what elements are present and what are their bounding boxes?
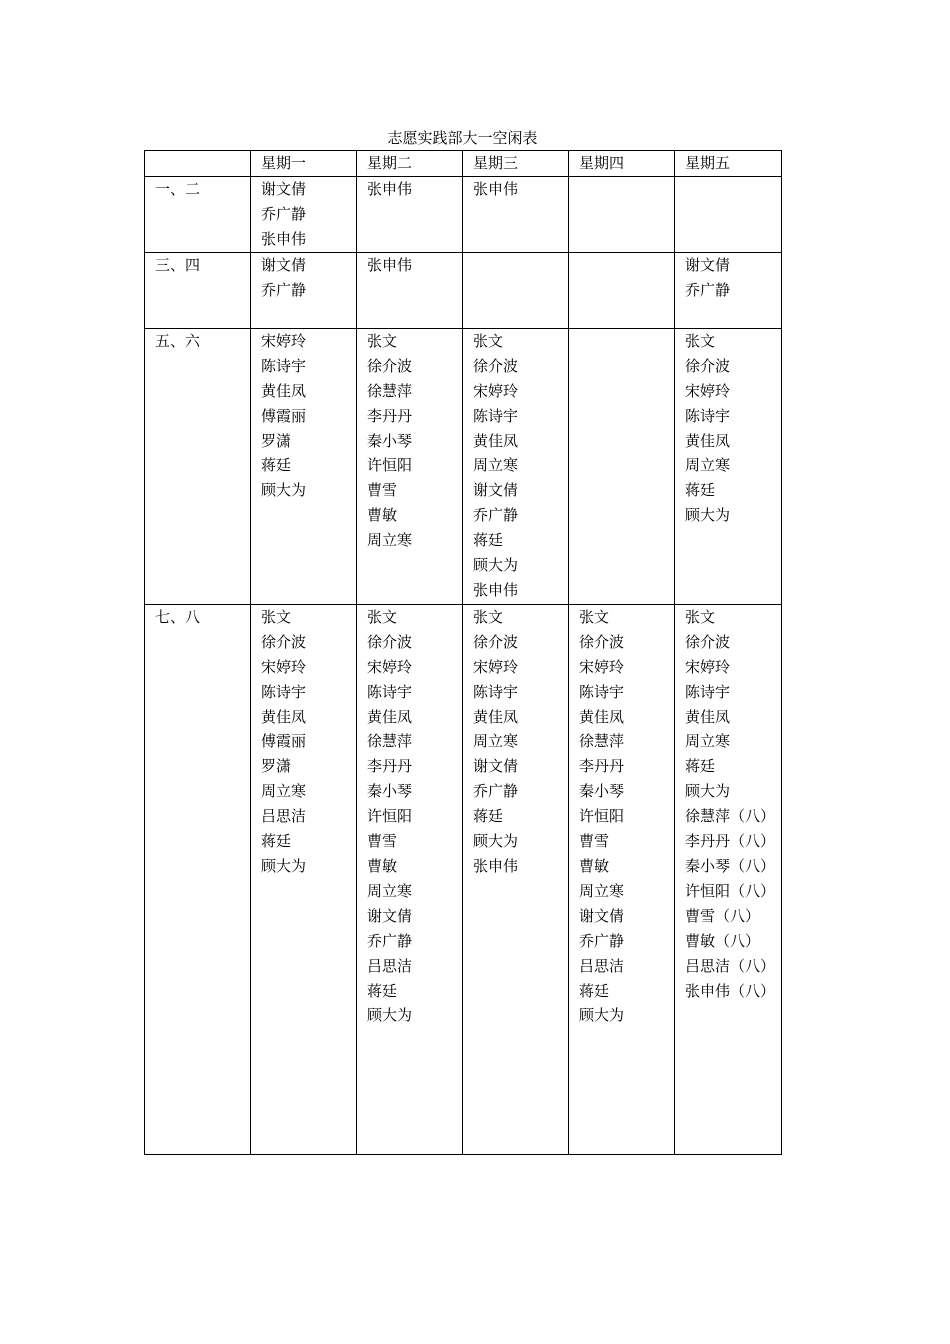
member-name: 蒋廷 [473,807,504,826]
member-name: 周立寒 [685,456,731,475]
schedule-table [144,150,782,1155]
header-cell-thursday: 星期四 [569,151,675,177]
member-name: 宋婷玲 [685,657,731,676]
member-name: 黄佳凤 [261,381,307,400]
member-name: 秦小琴 [367,782,413,801]
member-name: 陈诗宇 [685,682,731,701]
member-name: 黄佳凤 [367,707,413,726]
member-name: 罗潇 [261,431,292,450]
period-cell: 一、二 [145,176,251,252]
member-name: 黄佳凤 [685,707,731,726]
member-name: 周立寒 [261,782,307,801]
member-name: 张文 [685,607,716,626]
member-name: 蒋廷 [261,456,292,475]
member-name: 乔广静 [261,204,307,223]
member-name: 张文 [473,607,504,626]
member-name: 徐慧萍 [579,732,625,751]
monday-cell [251,252,357,328]
member-name: 陈诗宇 [579,682,625,701]
member-name: 宋婷玲 [685,381,731,400]
member-name: 蒋廷 [367,981,398,1000]
member-name: 乔广静 [261,280,307,299]
member-name: 蒋廷 [261,832,292,851]
member-name: 顾大为 [685,506,731,525]
member-name: 乔广静 [473,506,519,525]
member-name: 宋婷玲 [473,381,519,400]
member-name: 吕思洁 [261,807,307,826]
member-name: 李丹丹 [367,757,413,776]
member-name: 宋婷玲 [473,657,519,676]
member-name: 徐介波 [685,632,731,651]
member-name: 秦小琴（八） [685,856,776,875]
member-name: 徐介波 [473,632,519,651]
member-name: 顾大为 [367,1006,413,1025]
member-name: 陈诗宇 [261,682,307,701]
member-name: 曹雪 [367,832,398,851]
member-name: 谢文倩 [367,906,413,925]
member-name: 张申伟 [261,229,307,248]
member-name: 张申伟 [367,179,413,198]
member-name: 宋婷玲 [261,657,307,676]
member-name: 曹敏 [367,506,398,525]
member-name: 周立寒 [685,732,731,751]
member-name: 黄佳凤 [473,431,519,450]
member-name: 顾大为 [261,856,307,875]
thursday-cell [569,176,675,252]
header-cell-tuesday: 星期二 [357,151,463,177]
member-name: 徐介波 [473,356,519,375]
member-name: 张申伟（八） [685,981,776,1000]
member-name: 张文 [367,331,398,350]
tuesday-cell [357,328,463,604]
member-name: 曹雪 [367,481,398,500]
header-cell-wednesday: 星期三 [463,151,569,177]
member-name: 徐慧萍（八） [685,807,776,826]
document-title: 志愿实践部大一空闲表 [387,129,538,147]
wednesday-cell [463,252,569,328]
friday-cell [675,604,782,1154]
member-name: 谢文倩 [579,906,625,925]
header-cell-monday: 星期一 [251,151,357,177]
member-name: 曹雪 [579,832,610,851]
member-name: 顾大为 [579,1006,625,1025]
member-name: 蒋廷 [579,981,610,1000]
member-name: 陈诗宇 [367,682,413,701]
thursday-cell [569,604,675,1154]
tuesday-cell [357,604,463,1154]
thursday-cell [569,252,675,328]
member-name: 徐介波 [579,632,625,651]
member-name: 谢文倩 [473,757,519,776]
member-name: 曹敏（八） [685,931,761,950]
member-name: 张申伟 [473,179,519,198]
member-name: 乔广静 [473,782,519,801]
member-name: 谢文倩 [261,255,307,274]
member-name: 周立寒 [367,531,413,550]
member-name: 蒋廷 [685,481,716,500]
member-name: 顾大为 [685,782,731,801]
member-name: 吕思洁 [367,956,413,975]
member-name: 张申伟 [473,580,519,599]
member-name: 陈诗宇 [685,406,731,425]
member-name: 徐介波 [261,632,307,651]
member-name: 蒋廷 [473,531,504,550]
member-name: 许恒阳 [579,807,625,826]
member-name: 许恒阳 [367,456,413,475]
member-name: 黄佳凤 [473,707,519,726]
period-cell: 五、六 [145,328,251,604]
monday-cell [251,604,357,1154]
member-name: 徐介波 [367,356,413,375]
wednesday-cell [463,328,569,604]
member-name: 乔广静 [579,931,625,950]
member-name: 傅霞丽 [261,732,307,751]
member-name: 吕思洁 [579,956,625,975]
member-name: 张申伟 [473,856,519,875]
member-name: 黄佳凤 [579,707,625,726]
member-name: 曹敏 [367,856,398,875]
table-row [145,604,782,1154]
monday-cell [251,328,357,604]
member-name: 张申伟 [367,255,413,274]
member-name: 许恒阳（八） [685,881,776,900]
member-name: 陈诗宇 [261,356,307,375]
member-name: 张文 [261,607,292,626]
member-name: 谢文倩 [685,255,731,274]
member-name: 宋婷玲 [367,657,413,676]
member-name: 顾大为 [473,832,519,851]
table-row [145,176,782,252]
member-name: 宋婷玲 [579,657,625,676]
member-name: 顾大为 [261,481,307,500]
monday-cell [251,176,357,252]
member-name: 张文 [367,607,398,626]
member-name: 李丹丹 [579,757,625,776]
friday-cell [675,252,782,328]
member-name: 蒋廷 [685,757,716,776]
member-name: 张文 [685,331,716,350]
member-name: 许恒阳 [367,807,413,826]
member-name: 曹雪（八） [685,906,761,925]
member-name: 宋婷玲 [261,331,307,350]
member-name: 乔广静 [685,280,731,299]
member-name: 顾大为 [473,556,519,575]
thursday-cell [569,328,675,604]
table-row [145,328,782,604]
member-name: 曹敏 [579,856,610,875]
member-name: 徐慧萍 [367,732,413,751]
member-name: 黄佳凤 [261,707,307,726]
header-row [145,151,782,177]
member-name: 周立寒 [579,881,625,900]
wednesday-cell [463,604,569,1154]
member-name: 秦小琴 [367,431,413,450]
member-name: 谢文倩 [473,481,519,500]
member-name: 徐介波 [685,356,731,375]
member-name: 李丹丹（八） [685,832,776,851]
tuesday-cell [357,252,463,328]
member-name: 徐慧萍 [367,381,413,400]
member-name: 谢文倩 [261,179,307,198]
period-cell: 七、八 [145,604,251,1154]
member-name: 罗潇 [261,757,292,776]
member-name: 周立寒 [473,456,519,475]
member-name: 张文 [473,331,504,350]
table-row [145,252,782,328]
friday-cell [675,328,782,604]
friday-cell [675,176,782,252]
member-name: 陈诗宇 [473,406,519,425]
period-cell: 三、四 [145,252,251,328]
tuesday-cell [357,176,463,252]
header-cell-friday: 星期五 [675,151,782,177]
wednesday-cell [463,176,569,252]
member-name: 周立寒 [367,881,413,900]
header-cell-blank [145,151,251,177]
member-name: 黄佳凤 [685,431,731,450]
member-name: 李丹丹 [367,406,413,425]
member-name: 徐介波 [367,632,413,651]
member-name: 周立寒 [473,732,519,751]
member-name: 傅霞丽 [261,406,307,425]
member-name: 陈诗宇 [473,682,519,701]
member-name: 吕思洁（八） [685,956,776,975]
member-name: 张文 [579,607,610,626]
member-name: 乔广静 [367,931,413,950]
member-name: 秦小琴 [579,782,625,801]
